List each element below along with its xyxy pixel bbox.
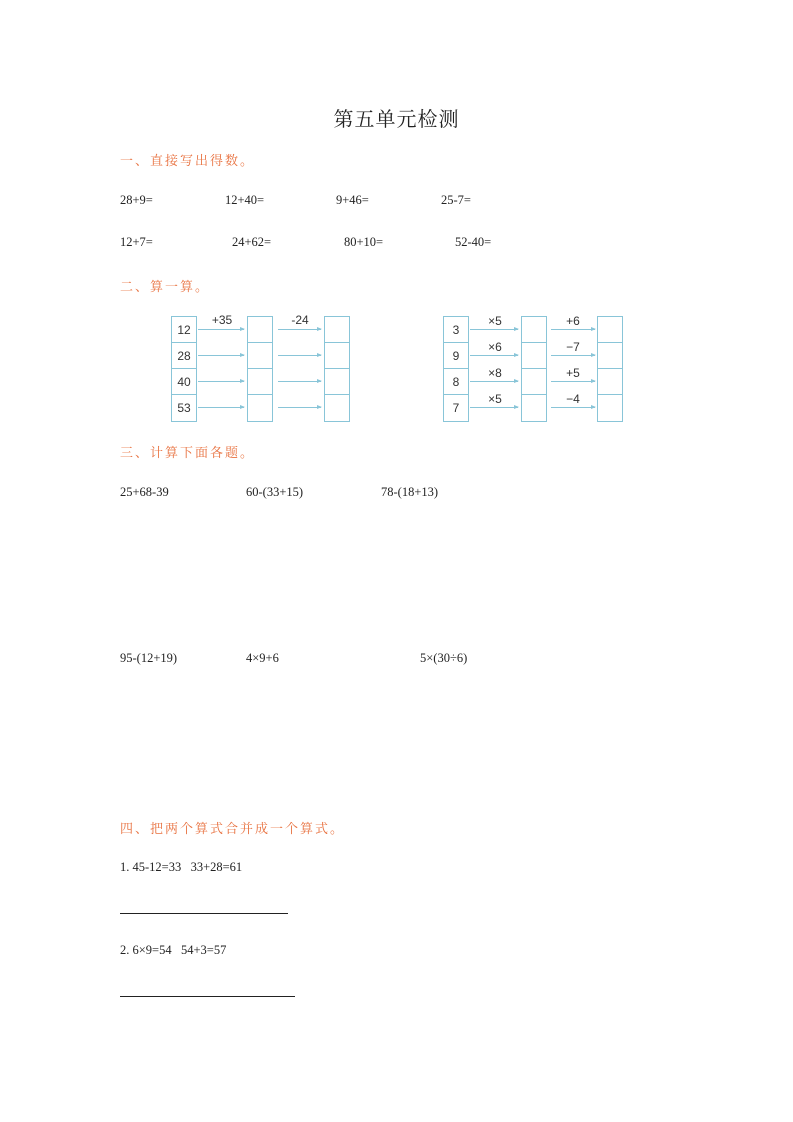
calc-expr: 78-(18+13) (381, 485, 439, 499)
direct-expr: 25-7= (441, 193, 471, 207)
arrow-icon (551, 381, 595, 382)
arrow-icon (470, 407, 518, 408)
direct-expr: 12+40= (225, 193, 265, 207)
answer-box[interactable] (325, 395, 349, 421)
answer-box[interactable] (598, 395, 622, 421)
arrow-icon (470, 381, 518, 382)
answer-column (597, 316, 623, 422)
input-column (171, 316, 197, 422)
input-cell: 8 (444, 369, 468, 395)
calc-expr: 60-(33+15) (246, 485, 304, 499)
op-label: ×6 (488, 340, 502, 354)
answer-box[interactable] (522, 369, 546, 395)
calc-expr: 25+68-39 (120, 485, 169, 499)
answer-box[interactable] (325, 343, 349, 369)
answer-column (324, 316, 350, 422)
arrow-icon (278, 381, 321, 382)
op-label: ×5 (488, 314, 502, 328)
answer-box[interactable] (325, 369, 349, 395)
direct-expr: 24+62= (232, 235, 272, 249)
answer-box[interactable] (598, 343, 622, 369)
direct-expr: 80+10= (344, 235, 384, 249)
input-cell: 7 (452, 401, 460, 415)
arrow-icon (278, 329, 321, 330)
page-title: 第五单元检测 (333, 107, 460, 131)
input-cell: 53 (177, 401, 191, 415)
op-label: +5 (566, 366, 580, 380)
section-1-heading: 一、直接写出得数。 (120, 154, 256, 169)
answer-box[interactable] (598, 317, 622, 343)
answer-box[interactable] (522, 343, 546, 369)
arrow-icon (551, 407, 595, 408)
answer-box[interactable] (522, 317, 546, 343)
answer-box[interactable] (522, 395, 546, 421)
op-label: +35 (211, 313, 233, 327)
op-label: +6 (566, 314, 580, 328)
combine-item: 1. 45-12=33 33+28=61 (120, 860, 243, 874)
arrow-icon (278, 407, 321, 408)
section-2-heading: 二、算一算。 (120, 280, 211, 295)
op-label: −7 (566, 340, 580, 354)
answer-box[interactable] (598, 369, 622, 395)
input-column (443, 316, 469, 422)
input-cell: 12 (172, 317, 196, 343)
calc-expr: 5×(30÷6) (420, 651, 468, 665)
answer-box[interactable] (248, 343, 272, 369)
op-label: -24 (291, 313, 309, 327)
arrow-icon (278, 355, 321, 356)
answer-box[interactable] (248, 395, 272, 421)
arrow-icon (470, 355, 518, 356)
op-label: −4 (566, 392, 580, 406)
arrow-icon (551, 355, 595, 356)
calc-expr: 4×9+6 (246, 651, 279, 665)
input-cell: 3 (444, 317, 468, 343)
op-label: ×8 (488, 366, 502, 380)
combine-item: 2. 6×9=54 54+3=57 (120, 943, 227, 957)
answer-line[interactable] (120, 996, 295, 997)
answer-column (247, 316, 273, 422)
answer-box[interactable] (248, 369, 272, 395)
direct-expr: 9+46= (336, 193, 369, 207)
input-cell: 40 (172, 369, 196, 395)
section-3-heading: 三、计算下面各题。 (120, 446, 256, 461)
section-4-heading: 四、把两个算式合并成一个算式。 (120, 822, 346, 837)
answer-column (521, 316, 547, 422)
answer-box[interactable] (325, 317, 349, 343)
answer-line[interactable] (120, 913, 288, 914)
answer-box[interactable] (248, 317, 272, 343)
arrow-icon (198, 407, 244, 408)
op-label: ×5 (488, 392, 502, 406)
input-cell: 9 (444, 343, 468, 369)
input-cell: 28 (172, 343, 196, 369)
arrow-icon (198, 329, 244, 330)
direct-expr: 28+9= (120, 193, 153, 207)
direct-expr: 52-40= (455, 235, 492, 249)
arrow-icon (198, 355, 244, 356)
calc-expr: 95-(12+19) (120, 651, 178, 665)
direct-expr: 12+7= (120, 235, 153, 249)
arrow-icon (198, 381, 244, 382)
arrow-icon (470, 329, 518, 330)
arrow-icon (551, 329, 595, 330)
